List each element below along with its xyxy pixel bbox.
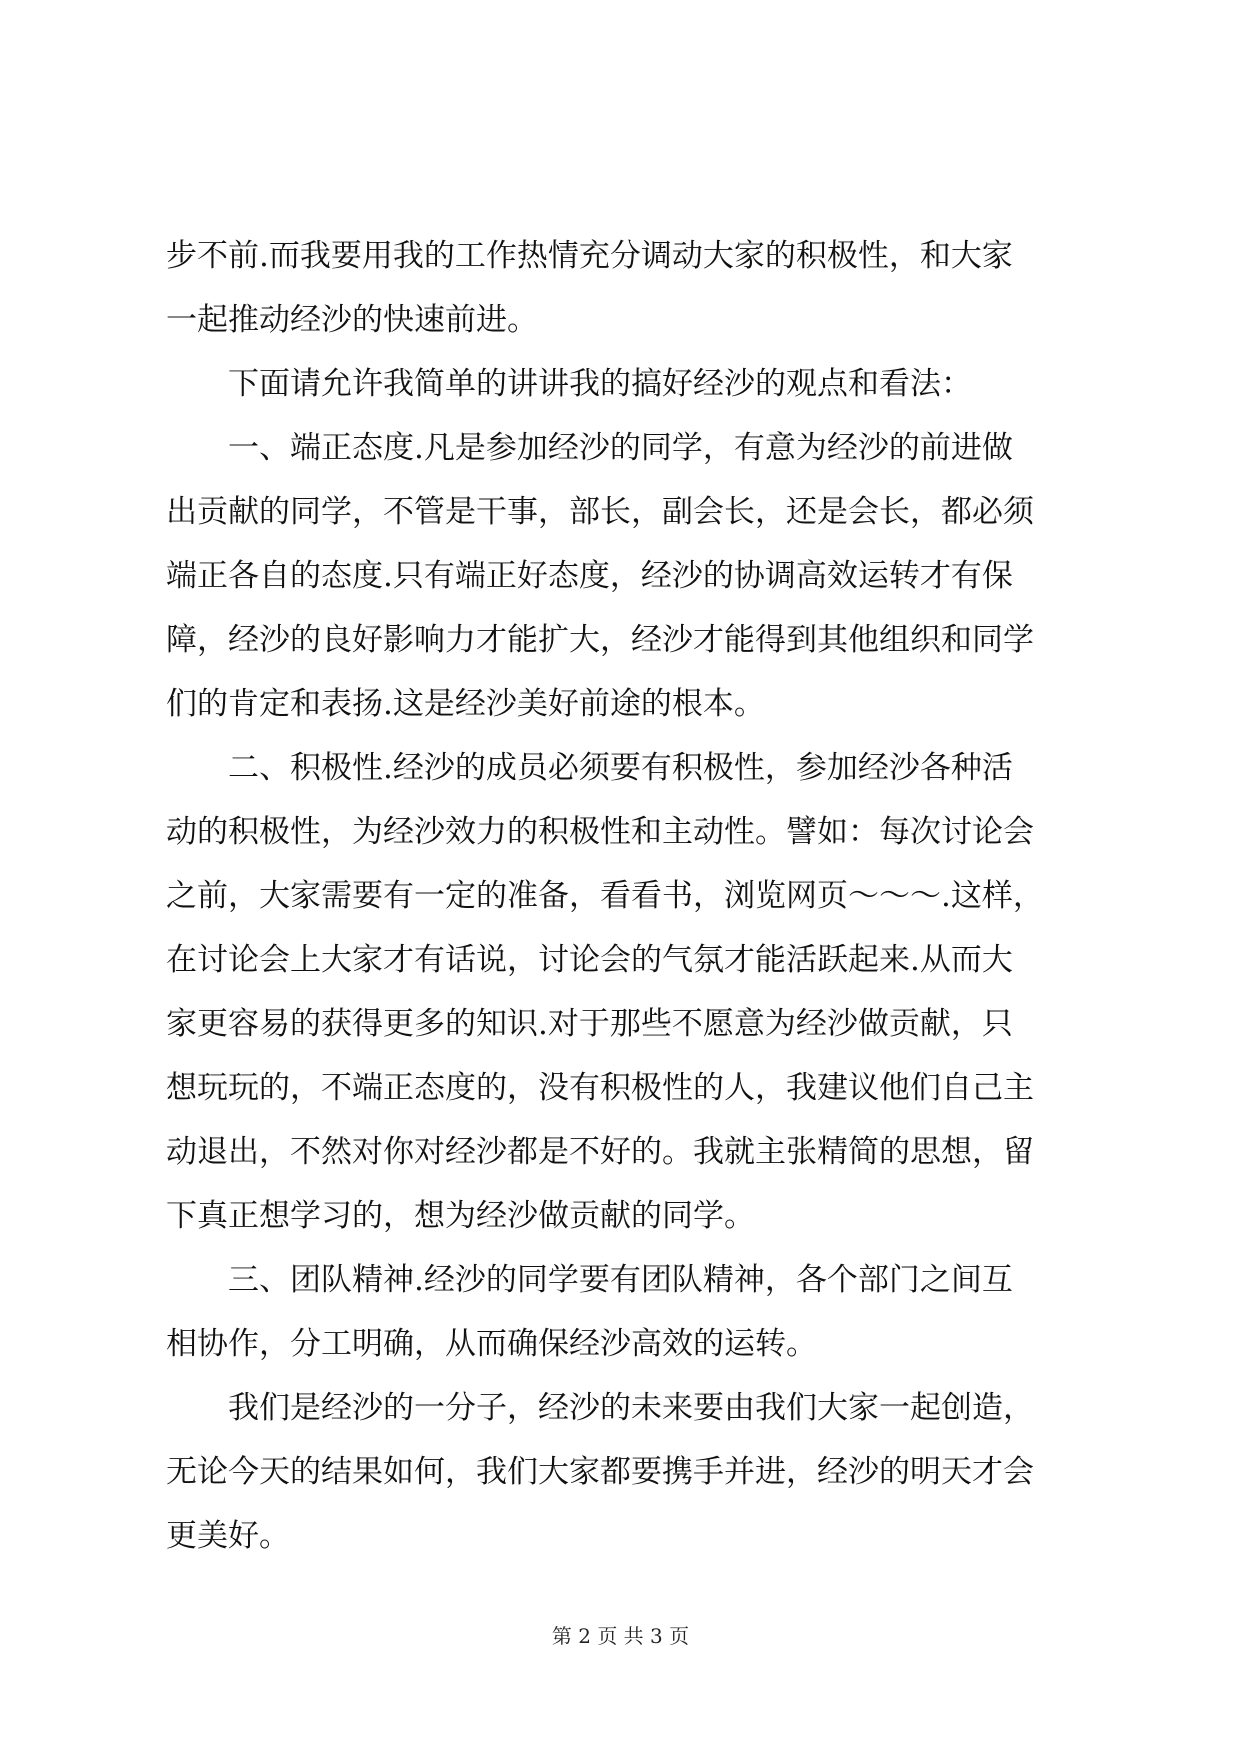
text-line: 出贡献的同学，不管是干事，部长，副会长，还是会长，都必须 — [166, 494, 1034, 530]
text-line: 之前，大家需要有一定的准备，看看书，浏览网页～～～.这样， — [166, 878, 1044, 914]
text-line: 三、团队精神.经沙的同学要有团队精神，各个部门之间互 — [166, 1262, 1013, 1298]
text-line: 动退出，不然对你对经沙都是不好的。我就主张精简的思想，留 — [166, 1134, 1034, 1170]
text-line: 家更容易的获得更多的知识.对于那些不愿意为经沙做贡献，只 — [166, 1006, 1013, 1042]
text-line: 障，经沙的良好影响力才能扩大，经沙才能得到其他组织和同学 — [166, 622, 1034, 658]
page-footer — [0, 1622, 1241, 1650]
text-line: 想玩玩的，不端正态度的，没有积极性的人，我建议他们自己主 — [166, 1070, 1034, 1106]
text-line: 动的积极性，为经沙效力的积极性和主动性。譬如：每次讨论会 — [166, 814, 1034, 850]
text-line: 一起推动经沙的快速前进。 — [166, 302, 538, 338]
document-body — [166, 224, 1082, 1568]
text-line: 更美好。 — [166, 1518, 290, 1554]
text-line: 下真正想学习的，想为经沙做贡献的同学。 — [166, 1198, 755, 1234]
text-line: 二、积极性.经沙的成员必须要有积极性，参加经沙各种活 — [166, 750, 1013, 786]
page-number: 第 2 页 共 3 页 — [551, 1624, 690, 1648]
text-line: 们的肯定和表扬.这是经沙美好前途的根本。 — [166, 686, 765, 722]
text-line: 一、端正态度.凡是参加经沙的同学，有意为经沙的前进做 — [166, 430, 1013, 466]
text-line: 步不前.而我要用我的工作热情充分调动大家的积极性，和大家 — [166, 238, 1013, 274]
text-line: 下面请允许我简单的讲讲我的搞好经沙的观点和看法： — [166, 366, 972, 402]
text-line: 在讨论会上大家才有话说，讨论会的气氛才能活跃起来.从而大 — [166, 942, 1013, 978]
text-line: 无论今天的结果如何，我们大家都要携手并进，经沙的明天才会 — [166, 1454, 1034, 1490]
text-line: 端正各自的态度.只有端正好态度，经沙的协调高效运转才有保 — [166, 558, 1013, 594]
text-line: 相协作，分工明确，从而确保经沙高效的运转。 — [166, 1326, 817, 1362]
text-line: 我们是经沙的一分子，经沙的未来要由我们大家一起创造， — [166, 1390, 1034, 1426]
